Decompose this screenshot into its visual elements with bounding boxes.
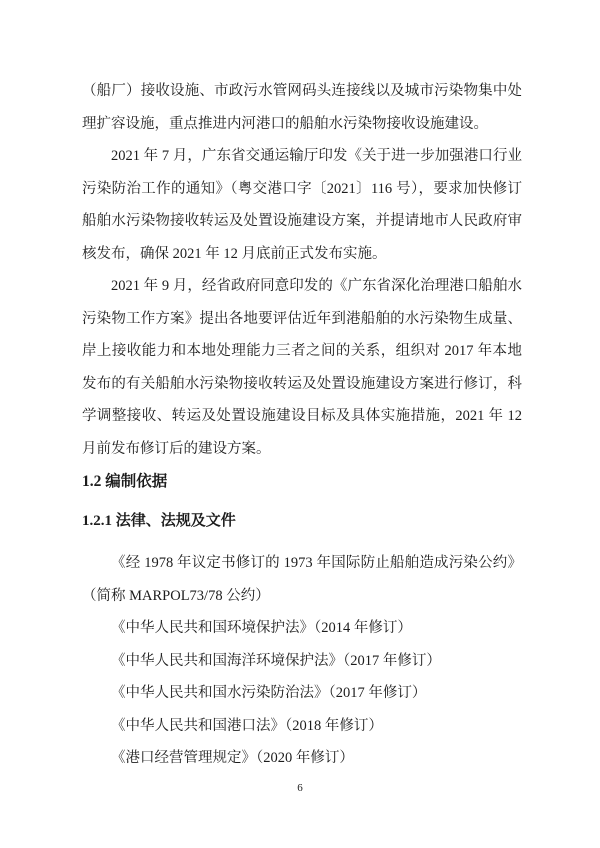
section-heading-1-2: 1.2 编制依据 (82, 473, 168, 490)
document-body (82, 75, 522, 775)
reference-item-water-pollution-law: 《中华人民共和国水污染防治法》（2017 年修订） (111, 685, 427, 701)
page-footer (0, 782, 600, 794)
reference-item-port-operation-regulation: 《港口经营管理规定》（2020 年修订） (111, 750, 354, 766)
reference-item-marine-environment-law: 《中华人民共和国海洋环境保护法》（2017 年修订） (111, 652, 441, 669)
paragraph-continuation: （船厂）接收设施、市政污水管网码头连接线以及城市污染物集中处理扩容设施，重点推进内河港口的船舶水污染物接收设施建设。 (82, 83, 522, 132)
reference-item-marpol: 《经 1978 年议定书修订的 1973 年国际防止船舶造成污染公约》（简称 MARPOL73/78 公约） (82, 555, 522, 604)
reference-list (82, 547, 522, 775)
paragraph-workplan-2021-09: 2021 年 9 月，经省政府同意印发的《广东省深化治理港口船舶水污染物工作方案》提出各地要评估近年到港船舶的水污染物生成量、岸上接收能力和本地处理能力三者之间的关系，组织对 2017 年本地发布的有关船舶水污染物接收转运及处置设施建设方案进行修订，科学调整接收、转运及处置设施建设目标及具体实施措施，2021 年 12 月前发布修订后的建设方案。 (82, 278, 522, 457)
subsection-heading-1-2-1: 1.2.1 法律、法规及文件 (82, 513, 236, 529)
paragraph-notice-2021-07: 2021 年 7 月，广东省交通运输厅印发《关于进一步加强港口行业污染防治工作的通知》（粤交港口字〔2021〕116 号），要求加快修订船舶水污染物接收转运及处置设施建设方案，并提请地市人民政府审核发布，确保 2021 年 12 月底前正式发布实施。 (82, 148, 522, 262)
reference-item-environment-law: 《中华人民共和国环境保护法》（2014 年修订） (111, 620, 412, 636)
page-number: 6 (297, 782, 303, 794)
reference-item-port-law: 《中华人民共和国港口法》（2018 年修订） (111, 717, 383, 734)
